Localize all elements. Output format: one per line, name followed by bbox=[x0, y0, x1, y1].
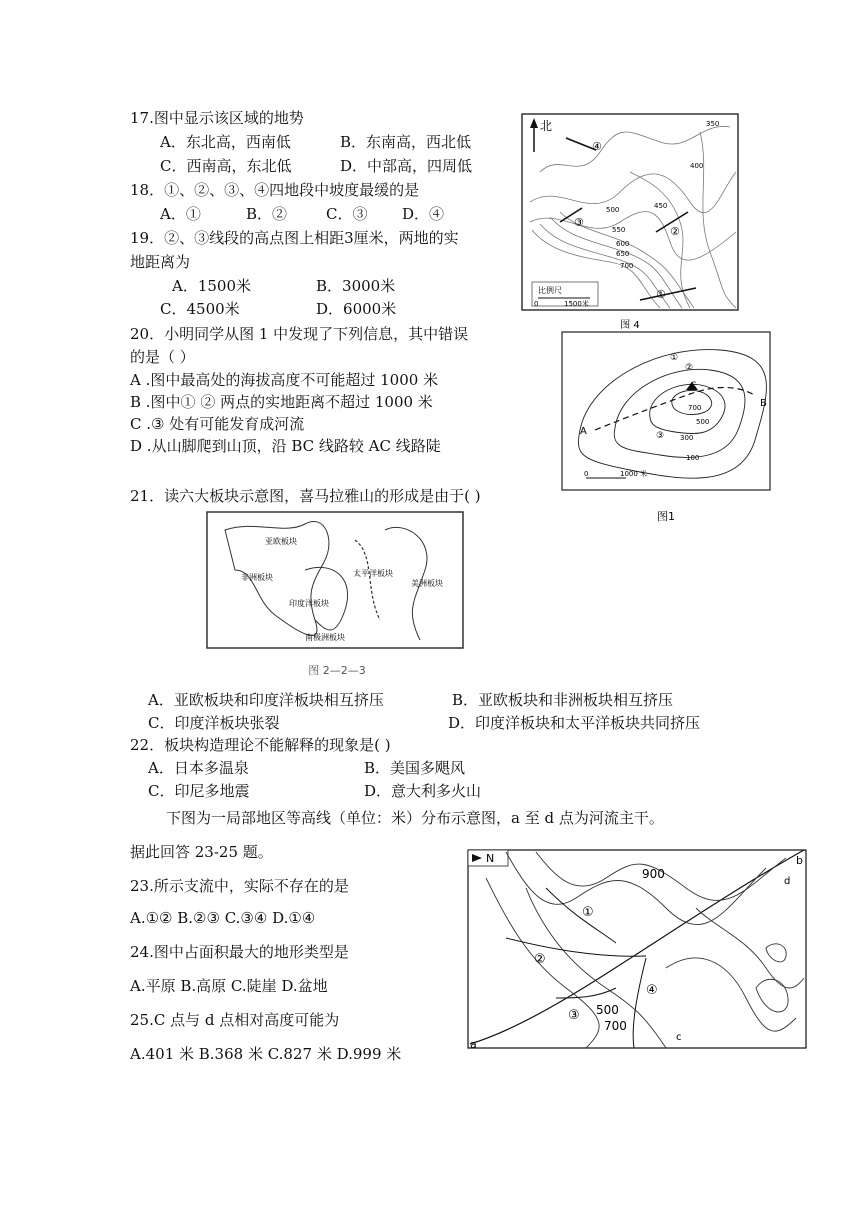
bottom-map-north: N bbox=[486, 852, 495, 865]
figure-plates-map bbox=[205, 510, 469, 682]
fig4-marker-1: ① bbox=[656, 288, 666, 301]
q17-option-d: D．中部高，四周低 bbox=[340, 157, 473, 175]
q22-option-c: C．印尼多地震 bbox=[148, 782, 250, 800]
q24-options: A.平原 B.高原 C.陡崖 D.盆地 bbox=[130, 977, 328, 995]
q20-option-c: C .③ 处有可能发育成河流 bbox=[130, 415, 305, 433]
fig1-contour-500: 500 bbox=[696, 418, 710, 426]
fig1-contour-100: 100 bbox=[686, 454, 700, 462]
q21-stem: 21．读六大板块示意图，喜马拉雅山的形成是由于( ) bbox=[130, 487, 481, 505]
q19-option-b: B．3000米 bbox=[316, 277, 396, 295]
q19-option-a: A．1500米 bbox=[172, 277, 252, 295]
fig4-contour-450: 450 bbox=[654, 202, 668, 210]
fig1-point-b: B bbox=[760, 398, 767, 409]
q18-option-d: D．④ bbox=[402, 205, 445, 223]
q19-stem-line2: 地距离为 bbox=[130, 253, 191, 271]
q18-option-c: C．③ bbox=[326, 205, 368, 223]
q22-stem: 22．板块构造理论不能解释的现象是( ) bbox=[130, 736, 391, 754]
plate-indian-label: 印度洋板块 bbox=[289, 599, 329, 608]
q20-stem-line2: 的是（ ） bbox=[130, 348, 195, 366]
q21-option-b: B．亚欧板块和非洲板块相互挤压 bbox=[452, 691, 674, 709]
bottom-map-marker-2: ② bbox=[534, 952, 546, 967]
fig4-marker-2: ② bbox=[670, 225, 680, 238]
q25-options: A.401 米 B.368 米 C.827 米 D.999 米 bbox=[130, 1045, 402, 1063]
q23-options: A.①② B.②③ C.③④ D.①④ bbox=[130, 909, 316, 927]
q20-option-a: A .图中最高处的海拔高度不可能超过 1000 米 bbox=[130, 371, 439, 389]
q19-option-d: D．6000米 bbox=[316, 300, 397, 318]
q19-stem-line1: 19．②、③线段的高点图上相距3厘米，两地的实 bbox=[130, 229, 459, 247]
bottom-map-point-a: a bbox=[470, 1038, 477, 1051]
q21-option-d: D．印度洋板块和太平洋板块共同挤压 bbox=[448, 714, 701, 732]
fig4-marker-4: ④ bbox=[592, 140, 602, 153]
intro-line1: 下图为一局部地区等高线（单位：米）分布示意图，a 至 d 点为河流主干。 bbox=[166, 809, 664, 827]
fig4-contour-500: 500 bbox=[606, 206, 620, 214]
q17-option-b: B．东南高，西北低 bbox=[340, 133, 472, 151]
q25-stem: 25.C 点与 d 点相对高度可能为 bbox=[130, 1011, 340, 1029]
bottom-map-marker-1: ① bbox=[582, 905, 594, 920]
figure-1-contour-map bbox=[560, 330, 780, 526]
figure-4-contour-map bbox=[520, 112, 740, 334]
intro-line2: 据此回答 23-25 题。 bbox=[130, 843, 273, 861]
fig1-contour-300: 300 bbox=[680, 434, 694, 442]
q18-option-b: B．② bbox=[246, 205, 288, 223]
plate-antarctic-label: 南极洲板块 bbox=[305, 633, 345, 642]
plate-african-label: 非洲板块 bbox=[241, 573, 273, 582]
bottom-map-point-c: c bbox=[676, 1032, 682, 1043]
bottom-map-point-b: b bbox=[796, 854, 803, 867]
fig4-contour-550: 550 bbox=[612, 226, 626, 234]
fig1-marker-1: ① bbox=[670, 353, 679, 363]
fig4-scale-value: 1500米 bbox=[564, 300, 589, 308]
fig4-scale-label: 比例尺 bbox=[538, 286, 562, 295]
q21-option-c: C．印度洋板块张裂 bbox=[148, 714, 280, 732]
q20-option-b: B .图中① ② 两点的实地距离不超过 1000 米 bbox=[130, 393, 433, 411]
fig4-scale-zero: 0 bbox=[534, 300, 539, 308]
fig4-north-label: 北 bbox=[540, 119, 553, 133]
fig1-contour-700: 700 bbox=[688, 404, 702, 412]
plate-eurasian-label: 亚欧板块 bbox=[265, 537, 297, 546]
q18-option-a: A．① bbox=[160, 205, 201, 223]
q22-option-b: B．美国多飓风 bbox=[364, 759, 466, 777]
q20-stem-line1: 20．小明同学从图 1 中发现了下列信息，其中错误 bbox=[130, 325, 469, 343]
fig4-caption: 图 4 bbox=[620, 320, 640, 331]
q17-stem: 17.图中显示该区域的地势 bbox=[130, 109, 304, 127]
fig4-contour-400: 400 bbox=[690, 162, 704, 170]
fig4-marker-3: ③ bbox=[574, 216, 584, 229]
fig4-contour-650: 650 bbox=[616, 250, 630, 258]
fig1-marker-2: ② bbox=[685, 363, 694, 373]
bottom-map-point-d: d bbox=[784, 876, 791, 887]
fig4-contour-600: 600 bbox=[616, 240, 630, 248]
bottom-map-marker-4: ④ bbox=[646, 983, 658, 998]
plate-pacific-label: 太平洋板块 bbox=[353, 569, 393, 578]
fig4-contour-700: 700 bbox=[620, 262, 634, 270]
q19-option-c: C．4500米 bbox=[160, 300, 240, 318]
fig1-scale-value: 1000 米 bbox=[620, 470, 648, 478]
q17-option-c: C．西南高，东北低 bbox=[160, 157, 292, 175]
fig1-caption: 图1 bbox=[657, 510, 675, 523]
fig1-scale-zero: 0 bbox=[584, 470, 589, 478]
fig1-point-a: A bbox=[580, 426, 587, 437]
plate-american-label: 美洲板块 bbox=[411, 579, 443, 588]
bottom-map-contour-900: 900 bbox=[642, 867, 665, 881]
q20-option-d: D .从山脚爬到山顶，沿 BC 线路较 AC 线路陡 bbox=[130, 437, 441, 455]
bottom-map-marker-3: ③ bbox=[568, 1008, 580, 1023]
bottom-map-contour-500: 500 bbox=[596, 1003, 619, 1017]
q22-option-d: D．意大利多火山 bbox=[364, 782, 482, 800]
fig1-marker-3: ③ bbox=[656, 431, 665, 441]
q17-option-a: A．东北高，西南低 bbox=[160, 133, 291, 151]
q23-stem: 23.所示支流中，实际不存在的是 bbox=[130, 877, 349, 895]
figure-bottom-contour-map bbox=[466, 848, 810, 1052]
q18-stem: 18．①、②、③、④四地段中坡度最缓的是 bbox=[130, 181, 420, 199]
fig4-contour-350: 350 bbox=[706, 120, 720, 128]
fig223-caption: 图 2—2—3 bbox=[308, 664, 366, 677]
fig1-point-c: C bbox=[690, 381, 697, 391]
q21-option-a: A．亚欧板块和印度洋板块相互挤压 bbox=[148, 691, 384, 709]
q22-option-a: A．日本多温泉 bbox=[148, 759, 249, 777]
q24-stem: 24.图中占面积最大的地形类型是 bbox=[130, 943, 349, 961]
bottom-map-contour-700: 700 bbox=[604, 1019, 627, 1033]
